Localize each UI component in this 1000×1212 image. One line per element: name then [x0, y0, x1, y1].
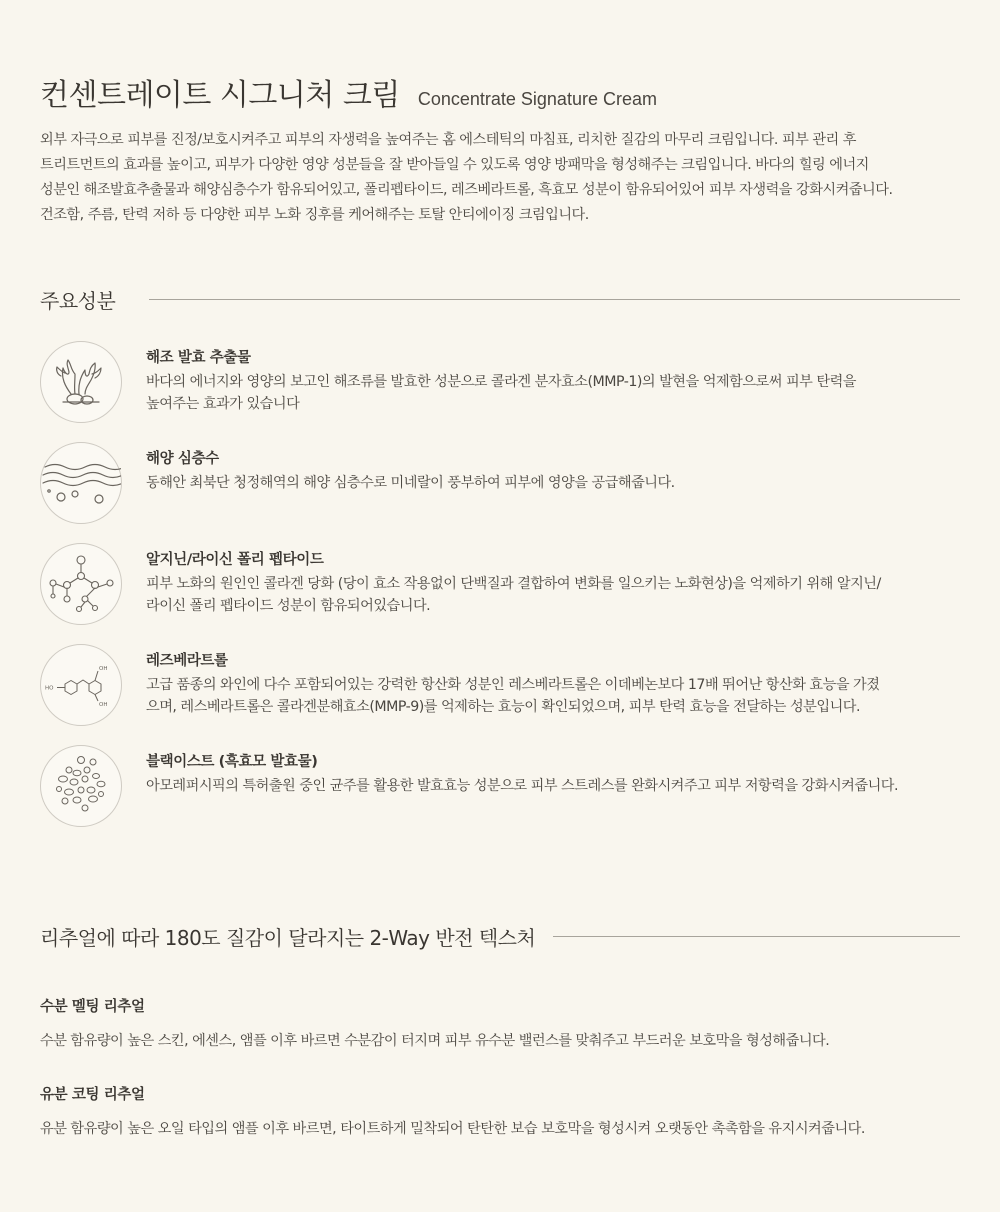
ingredient-title: 레즈베라트롤: [146, 653, 228, 669]
ingredient-title: 해양 심층수: [146, 451, 219, 467]
ingredient-item: [40, 745, 980, 827]
ingredient-item: [40, 644, 980, 726]
intro-line: 트리트먼트의 효과를 높이고, 피부가 다양한 영양 성분들을 잘 받아들일 수 있도록 영양 방패막을 형성해주는 크림입니다. 바다의 힐링 에너지: [40, 157, 869, 173]
ingredient-description-line: 피부 노화의 원인인 콜라겐 당화 (당이 효소 작용없이 단백질과 결합하여 변화를 일으키는 노화현상)을 억제하기 위해 알지닌/: [146, 576, 881, 592]
ingredients-section-heading: [40, 285, 960, 314]
ingredient-title: 블랙이스트 (흑효모 발효물): [146, 754, 318, 770]
svg-text:HO: HO: [45, 685, 54, 692]
texture-section-heading: [40, 922, 960, 951]
page-title-row: [40, 70, 657, 114]
ingredient-description-line: 고급 품종의 와인에 다수 포함되어있는 강력한 항산화 성분인 레스베라트롤은 이데베논보다 17배 뛰어난 항산화 효능을 가졌: [146, 677, 880, 693]
ingredient-description-line: 라이신 폴리 펩타이드 성분이 함유되어있습니다.: [146, 598, 431, 614]
ingredient-description-line: 동해안 최북단 청정해역의 해양 심층수로 미네랄이 풍부하여 피부에 영양을 공급해줍니다.: [146, 475, 675, 491]
section-title: 리추얼에 따라 180도 질감이 달라지는 2-Way 반전 텍스처: [40, 926, 536, 950]
ingredient-description-line: 으며, 레스베라트롤은 콜라겐분해효소(MMP-9)를 억제하는 효능이 확인되었으며, 피부 탄력 효능을 전달하는 성분입니다.: [146, 699, 861, 715]
divider: [553, 936, 960, 937]
page-subtitle-english: Concentrate Signature Cream: [417, 89, 657, 109]
resveratrol-structure-icon: [40, 644, 122, 726]
ingredient-description: [146, 472, 976, 494]
intro-line: 성분인 해조발효추출물과 해양심층수가 함유되어있고, 폴리펩타이드, 레즈베라트롤, 흑효모 성분이 함유되어있어 피부 자생력을 강화시켜줍니다.: [40, 182, 893, 198]
ingredient-description: [146, 775, 976, 797]
ingredient-title: 알지닌/라이신 폴리 펩타이드: [146, 552, 324, 568]
yeast-cells-icon: [40, 745, 122, 827]
svg-text:OH: OH: [99, 702, 108, 708]
ingredient-description-line: 아모레퍼시픽의 특허출원 중인 균주를 활용한 발효효능 성분으로 피부 스트레스를 완화시켜주고 피부 저항력을 강화시켜줍니다.: [146, 778, 899, 794]
intro-line: 외부 자극으로 피부를 진정/보호시켜주고 피부의 자생력을 높여주는 홈 에스테틱의 마침표, 리치한 질감의 마무리 크림입니다. 피부 관리 후: [40, 132, 856, 148]
ingredient-item: [40, 341, 980, 423]
ritual-title: 유분 코팅 리추얼: [40, 1087, 145, 1103]
page-title: 컨센트레이트 시그니처 크림: [40, 78, 400, 113]
molecule-icon: [40, 543, 122, 625]
ritual-item: [40, 1083, 980, 1138]
ingredient-title: 해조 발효 추출물: [146, 350, 251, 366]
intro-paragraph: [40, 128, 985, 228]
ingredient-description: [146, 573, 976, 617]
ocean-water-icon: [40, 442, 122, 524]
ritual-description: 수분 함유량이 높은 스킨, 에센스, 앰플 이후 바르면 수분감이 터지며 피부 유수분 밸런스를 맞춰주고 부드러운 보호막을 형성해줍니다.: [40, 1033, 830, 1049]
seaweed-icon: [40, 341, 122, 423]
svg-text:OH: OH: [99, 666, 108, 672]
ingredient-description: [146, 674, 976, 718]
ingredient-item: [40, 543, 980, 625]
ingredient-description: [146, 371, 976, 415]
section-title: 주요성분: [40, 289, 116, 313]
ritual-title: 수분 멜팅 리추얼: [40, 999, 145, 1015]
ingredient-description-line: 바다의 에너지와 영양의 보고인 해조류를 발효한 성분으로 콜라겐 분자효소(MMP-1)의 발현을 억제함으로써 피부 탄력을: [146, 374, 856, 390]
ingredient-item: [40, 442, 980, 524]
ritual-item: [40, 995, 980, 1050]
ingredient-description-line: 높여주는 효과가 있습니다: [146, 396, 300, 412]
intro-line: 건조함, 주름, 탄력 저하 등 다양한 피부 노화 징후를 케어해주는 토탈 안티에이징 크림입니다.: [40, 207, 589, 223]
ritual-description: 유분 함유량이 높은 오일 타입의 앰플 이후 바르면, 타이트하게 밀착되어 탄탄한 보습 보호막을 형성시켜 오랫동안 촉촉함을 유지시켜줍니다.: [40, 1121, 865, 1137]
divider: [149, 299, 960, 300]
